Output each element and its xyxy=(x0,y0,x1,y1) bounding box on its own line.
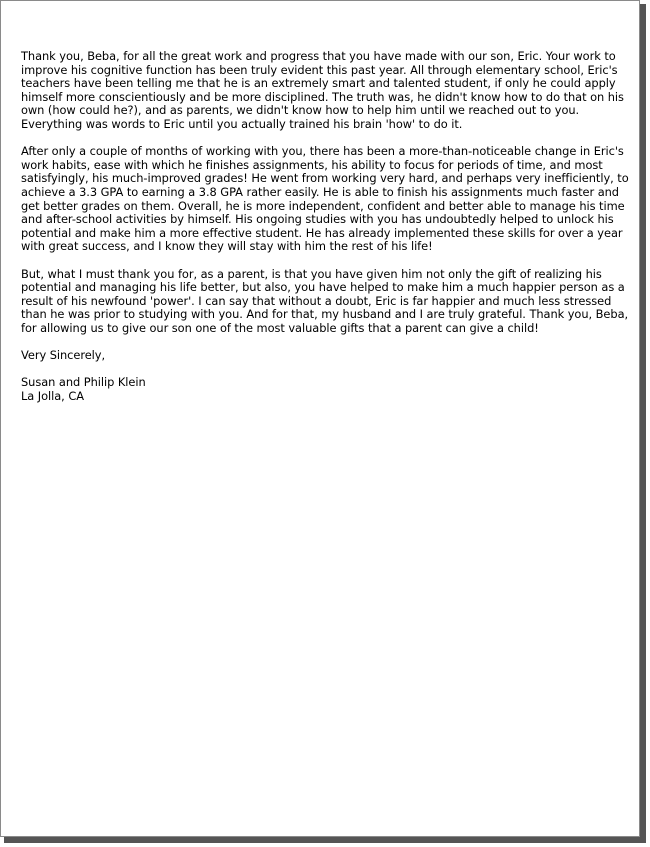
text-line: achieve a 3.3 GPA to earning a 3.8 GPA rather easily. He is able to finish his assignments much faster and xyxy=(21,184,619,199)
text-line: get better grades on them. Overall, he is more independent, confident and better able to manage his time xyxy=(21,198,625,213)
paragraph-3 xyxy=(21,266,629,336)
text-line: for allowing us to give our son one of the most valuable gifts that a parent can give a child! xyxy=(21,320,539,335)
text-line: potential and make him a more effective student. He has already implemented these skills for over a year xyxy=(21,225,623,240)
signature-name: Susan and Philip Klein xyxy=(21,375,146,390)
closing-line: Very Sincerely, xyxy=(21,348,106,363)
text-line: potential and managing his life better, but also, you have helped to make him a much happier person as a xyxy=(21,280,625,295)
paragraph-gap xyxy=(21,363,621,377)
paragraph-gap xyxy=(21,132,621,146)
text-line: work habits, ease with which he finishes assignments, his ability to focus for periods of time, and most xyxy=(21,157,603,172)
signature-location: La Jolla, CA xyxy=(21,388,84,403)
text-line: Everything was words to Eric until you actually trained his brain 'how' to do it. xyxy=(21,116,463,131)
text-line: satisfyingly, his much-improved grades! He went from working very hard, and perhaps very inefficiently, to xyxy=(21,171,629,186)
text-line: result of his newfound 'power'. I can say that without a doubt, Eric is far happier and much less stressed xyxy=(21,293,612,308)
text-line: with great success, and I know they will stay with him the rest of his life! xyxy=(21,239,433,254)
paragraph-2 xyxy=(21,144,629,254)
text-line: But, what I must thank you for, as a parent, is that you have given him not only the gift of realizing his xyxy=(21,266,602,281)
text-line: and after-school activities by himself. His ongoing studies with you has undoubtedly helped to unlock his xyxy=(21,212,614,227)
text-line: teachers have been telling me that he is an extremely smart and talented student, if only he could apply xyxy=(21,76,616,91)
letter-body xyxy=(21,49,629,403)
paragraph-gap xyxy=(21,335,621,349)
text-line: improve his cognitive function has been truly evident this past year. All through elementary school, Eric's xyxy=(21,62,618,77)
text-line: Thank you, Beba, for all the great work and progress that you have made with our son, Eric. Your work to xyxy=(21,49,616,63)
paragraph-gap xyxy=(21,254,621,268)
text-line: than he was prior to studying with you. And for that, my husband and I are truly grateful. Thank you, Beba, xyxy=(21,307,629,322)
closing xyxy=(21,349,621,363)
signature-block xyxy=(21,376,621,403)
text-line: himself more conscientiously and be more disciplined. The truth was, he didn't know how to do that on his xyxy=(21,89,624,104)
paragraph-1 xyxy=(21,49,624,132)
text-line: own (how could he?), and as parents, we didn't know how to help him until we reached out to you. xyxy=(21,103,580,118)
text-line: After only a couple of months of working with you, there has been a more-than-noticeable change in Eric's xyxy=(21,144,624,159)
